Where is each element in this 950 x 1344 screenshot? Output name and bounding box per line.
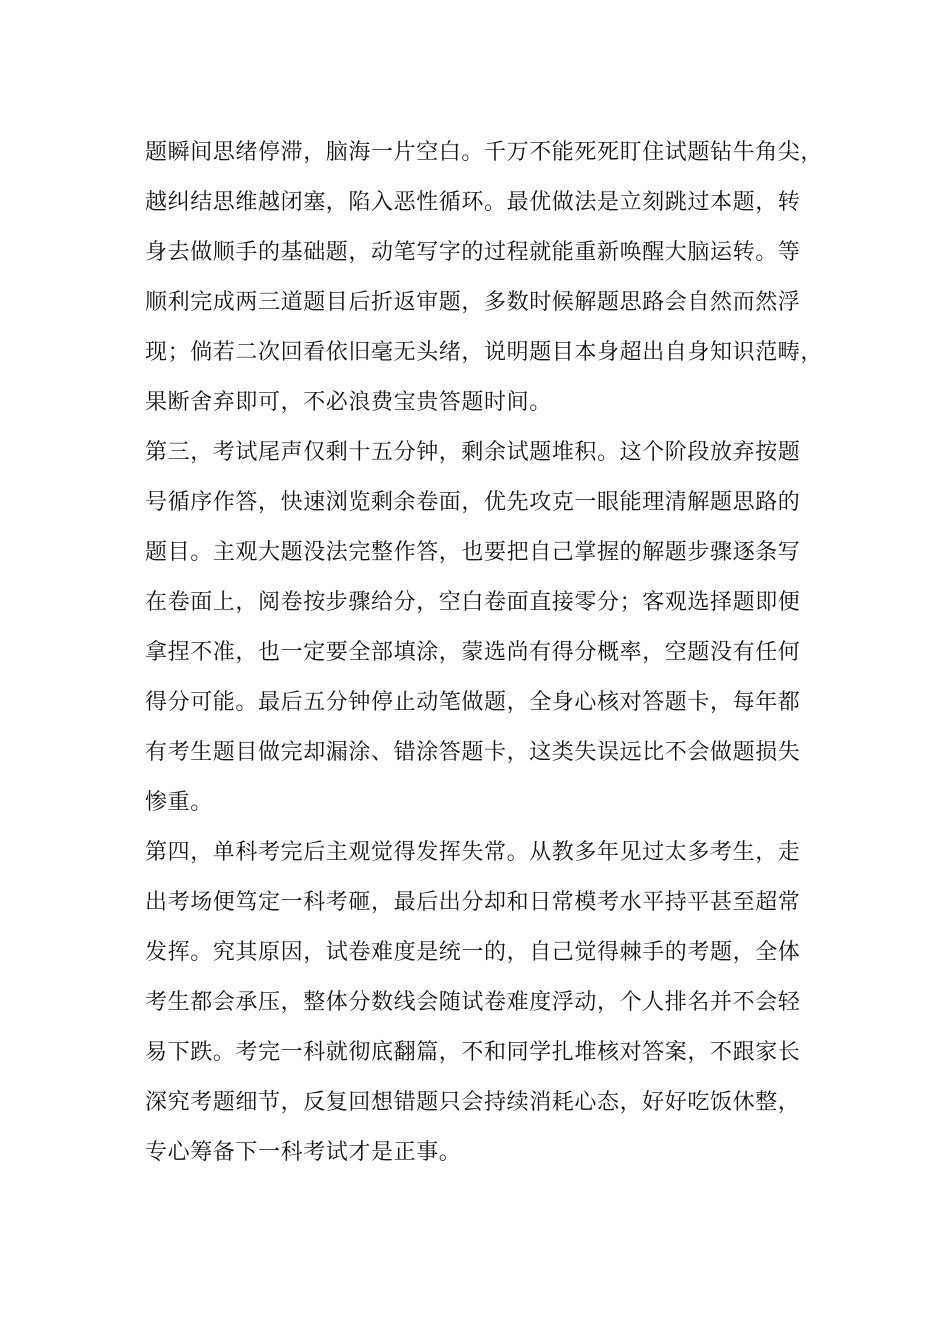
text-line: 得分可能。最后五分钟停止动笔做题，全身心核对答题卡，每年都 <box>145 690 801 715</box>
text-line: 易下跌。考完一科就彻底翻篇，不和同学扎堆核对答案，不跟家长 <box>145 1040 801 1065</box>
text-line: 第四，单科考完后主观觉得发挥失常。从教多年见过太多考生，走 <box>145 840 801 865</box>
text-line: 专心筹备下一科考试才是正事。 <box>145 1140 462 1165</box>
text-line: 身去做顺手的基础题，动笔写字的过程就能重新唤醒大脑运转。等 <box>145 240 801 265</box>
text-line: 题瞬间思绪停滞，脑海一片空白。千万不能死死盯住试题钻牛角尖， <box>145 140 824 165</box>
text-line: 拿捏不准，也一定要全部填涂，蒙选尚有得分概率，空题没有任何 <box>145 640 801 665</box>
text-line: 深究考题细节，反复回想错题只会持续消耗心态，好好吃饭休整， <box>145 1090 801 1115</box>
body-text <box>145 128 825 1178</box>
text-line: 号循序作答，快速浏览剩余卷面，优先攻克一眼能理清解题思路的 <box>145 490 801 515</box>
text-line: 在卷面上，阅卷按步骤给分，空白卷面直接零分；客观选择题即便 <box>145 590 801 615</box>
text-line: 考生都会承压，整体分数线会随试卷难度浮动，个人排名并不会轻 <box>145 990 801 1015</box>
text-line: 发挥。究其原因，试卷难度是统一的，自己觉得棘手的考题，全体 <box>145 940 801 965</box>
text-line: 现；倘若二次回看依旧毫无头绪，说明题目本身超出自身知识范畴， <box>145 340 824 365</box>
text-line: 惨重。 <box>145 790 213 815</box>
text-line: 有考生题目做完却漏涂、错涂答题卡，这类失误远比不会做题损失 <box>145 740 801 765</box>
text-line: 出考场便笃定一科考砸，最后出分却和日常模考水平持平甚至超常 <box>145 890 801 915</box>
text-line: 果断舍弃即可，不必浪费宝贵答题时间。 <box>145 390 552 415</box>
text-line: 题目。主观大题没法完整作答，也要把自己掌握的解题步骤逐条写 <box>145 540 801 565</box>
text-line: 越纠结思维越闭塞，陷入恶性循环。最优做法是立刻跳过本题，转 <box>145 190 801 215</box>
text-line: 顺利完成两三道题目后折返审题，多数时候解题思路会自然而然浮 <box>145 290 801 315</box>
text-line: 第三，考试尾声仅剩十五分钟，剩余试题堆积。这个阶段放弃按题 <box>145 440 801 465</box>
